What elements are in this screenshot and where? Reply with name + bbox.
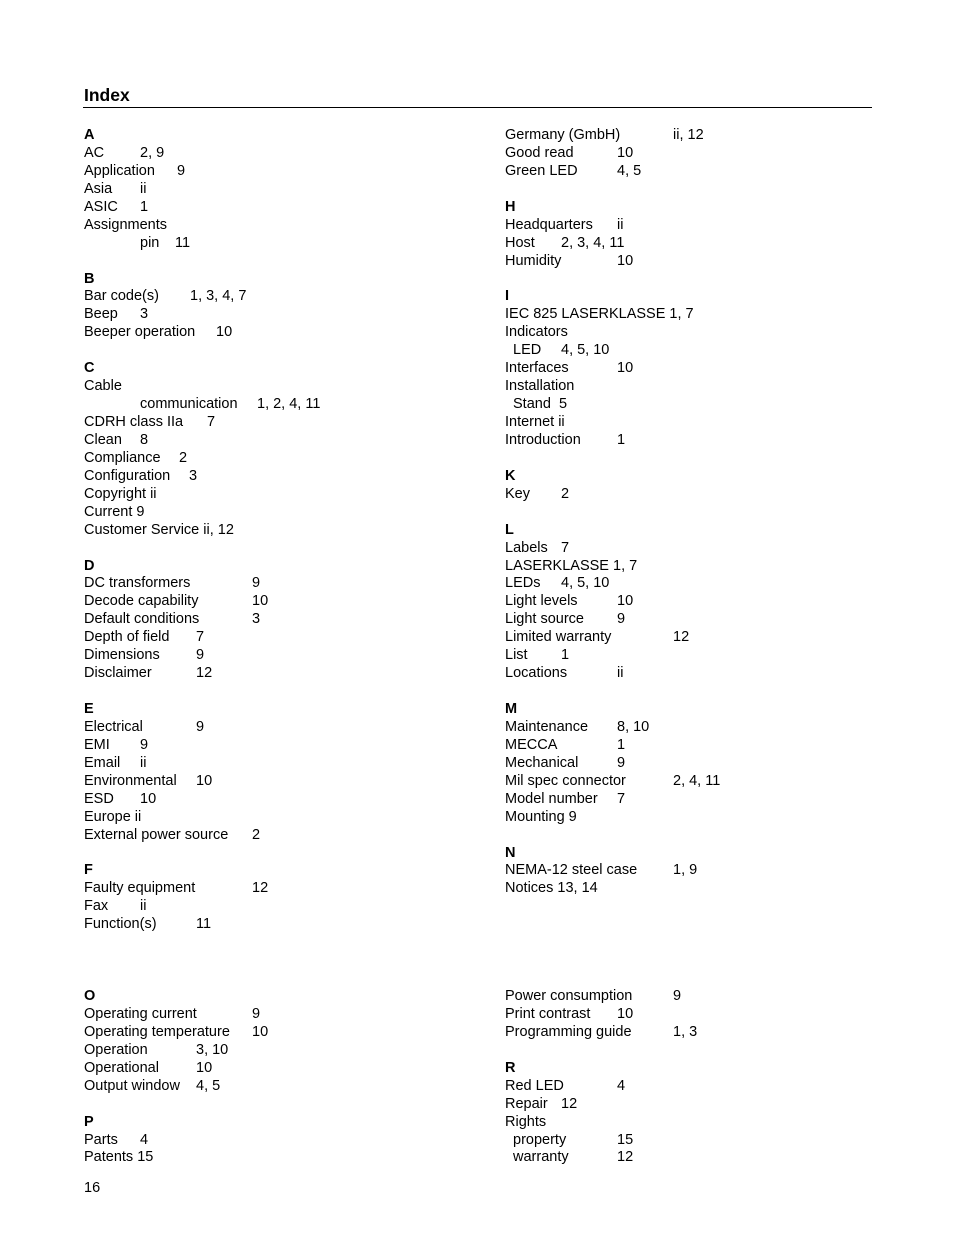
index-term: Rights: [505, 1113, 547, 1130]
index-term: Email: [84, 754, 121, 771]
index-term: Fax: [84, 898, 109, 915]
index-term: Humidity: [505, 252, 562, 269]
index-page-ref: 10: [196, 772, 213, 789]
index-page-ref: 1, 3, 4, 7: [190, 288, 247, 305]
index-page-ref: 3: [189, 467, 198, 484]
index-page-ref: 3, 10: [196, 1041, 229, 1058]
index-term: Headquarters: [505, 216, 593, 233]
index-page-ref: 4, 5: [196, 1077, 221, 1094]
index-page-ref: 1, 9: [673, 862, 698, 879]
index-term: CDRH class IIa: [84, 414, 184, 430]
index-term: Customer Service ii, 12: [84, 521, 234, 538]
index-entry: [84, 199, 504, 217]
index-entry: [505, 593, 925, 611]
index-entry: [505, 988, 925, 1006]
index-term: Patents 15: [84, 1149, 154, 1166]
index-page-ref: 4, 5, 10: [561, 575, 610, 592]
index-letter: C: [84, 360, 95, 377]
index-entry: [84, 1024, 504, 1042]
index-letter-heading: [84, 988, 504, 1006]
index-page-ref: 8, 10: [617, 718, 650, 735]
index-entry: [505, 235, 925, 253]
index-letter: D: [84, 557, 95, 574]
index-entry: [84, 898, 504, 916]
blank-line: [505, 181, 925, 199]
index-term: Mechanical: [505, 754, 579, 771]
index-page-ref: 7: [196, 629, 205, 646]
index-page-ref: 2: [252, 826, 261, 843]
index-term: Function(s): [84, 916, 157, 933]
index-entry: [84, 235, 504, 253]
index-page-ref: 9: [196, 718, 205, 735]
index-page-ref: ii: [617, 216, 624, 233]
index-letter: R: [505, 1059, 516, 1076]
index-letter-heading: [505, 199, 925, 217]
blank-line: [84, 540, 504, 558]
index-letter-heading: [505, 845, 925, 863]
index-page-ref: 10: [140, 790, 157, 807]
index-page-ref: 9: [617, 754, 626, 771]
index-entry: [84, 324, 504, 342]
index-letter-heading: [84, 271, 504, 289]
index-letter: H: [505, 198, 516, 215]
index-term: NEMA-12 steel case: [505, 862, 638, 879]
index-entry: [84, 773, 504, 791]
index-term: Environmental: [84, 772, 177, 789]
index-page-ref: 11: [196, 916, 212, 933]
blank-line: [505, 450, 925, 468]
index-term: Europe ii: [84, 808, 142, 825]
index-page-ref: 10: [617, 593, 634, 610]
index-page-ref: 3: [140, 306, 149, 323]
index-page-ref: 10: [617, 252, 634, 269]
index-letter: P: [84, 1113, 94, 1130]
index-term: Notices 13, 14: [505, 880, 598, 897]
index-term: Output window: [84, 1077, 180, 1094]
index-page-ref: 2, 3, 4, 11: [561, 234, 625, 251]
index-entry: [84, 432, 504, 450]
index-term: Mil spec connector: [505, 772, 626, 789]
index-term: Green LED: [505, 162, 578, 179]
blank-line: [505, 271, 925, 289]
index-entry: [505, 127, 925, 145]
index-entry: [84, 1006, 504, 1024]
index-entry: [505, 306, 925, 324]
index-term: Beeper operation: [84, 324, 196, 341]
index-page-ref: 9: [617, 611, 626, 628]
index-term: warranty: [513, 1149, 569, 1166]
index-letter: B: [84, 270, 95, 287]
index-page-ref: 15: [617, 1131, 634, 1148]
index-term: Parts: [84, 1131, 118, 1148]
index-entry: [84, 880, 504, 898]
index-term: AC: [84, 144, 105, 161]
index-term: Dimensions: [84, 647, 160, 664]
index-letter-heading: [84, 862, 504, 880]
index-term: property: [513, 1131, 567, 1148]
index-page-ref: 10: [196, 1059, 213, 1076]
blank-line: [84, 1096, 504, 1114]
index-term: Good read: [505, 144, 574, 161]
index-letter-heading: [84, 558, 504, 576]
index-entry: [505, 737, 925, 755]
index-entry: [84, 288, 504, 306]
index-page-ref: 9: [196, 647, 205, 664]
index-entry: [84, 575, 504, 593]
index-term: Assignments: [84, 216, 168, 233]
index-entry: [84, 414, 504, 432]
index-letter: E: [84, 701, 94, 717]
index-column-left-top: [84, 127, 504, 934]
index-entry: [505, 719, 925, 737]
index-page-ref: 1, 3: [673, 1023, 698, 1040]
index-term: LEDs: [505, 575, 541, 592]
index-entry: [84, 306, 504, 324]
index-term: Labels: [505, 539, 548, 556]
index-page-ref: 10: [617, 144, 634, 161]
index-entry: [84, 1132, 504, 1150]
index-page-ref: 9: [140, 736, 149, 753]
blank-line: [505, 827, 925, 845]
index-page-ref: 4: [617, 1077, 626, 1094]
blank-line: [505, 1042, 925, 1060]
index-entry: [505, 1096, 925, 1114]
index-term: Internet ii: [505, 414, 565, 430]
index-letter-heading: [84, 360, 504, 378]
index-entry: [84, 647, 504, 665]
index-entry: [505, 1006, 925, 1024]
index-entry: [505, 486, 925, 504]
index-term: LASERKLASSE 1, 7: [505, 557, 638, 574]
index-term: Configuration: [84, 467, 171, 484]
index-term: Locations: [505, 665, 568, 682]
index-entry: [84, 1078, 504, 1096]
index-term: Disclaimer: [84, 665, 152, 682]
index-page-ref: 4: [140, 1131, 149, 1148]
index-letter-heading: [505, 288, 925, 306]
index-term: Cable: [84, 378, 122, 395]
index-term: Light source: [505, 611, 584, 628]
index-page-ref: 1: [617, 431, 626, 448]
index-page-ref: 1, 2, 4, 11: [257, 396, 321, 413]
index-entry: [84, 1060, 504, 1078]
index-page-ref: 10: [617, 1005, 634, 1022]
index-entry: [84, 719, 504, 737]
index-term: ASIC: [84, 198, 118, 215]
index-term: Operation: [84, 1041, 148, 1058]
index-letter: O: [84, 988, 96, 1004]
index-term: Compliance: [84, 449, 161, 466]
index-entry: [84, 145, 504, 163]
index-page-ref: ii: [617, 665, 624, 682]
index-entry: [84, 791, 504, 809]
index-entry: [505, 647, 925, 665]
index-letter: N: [505, 844, 516, 861]
index-page-ref: 1: [140, 198, 149, 215]
index-page-ref: 9: [252, 575, 261, 592]
index-entry: [505, 163, 925, 181]
index-entry: [505, 414, 925, 432]
index-entry: [84, 611, 504, 629]
index-entry: [505, 540, 925, 558]
blank-line: [505, 683, 925, 701]
index-entry: [505, 217, 925, 235]
index-page-ref: 2: [561, 485, 570, 502]
index-term: Current 9: [84, 503, 145, 520]
index-term: Asia: [84, 180, 113, 197]
index-entry: [84, 163, 504, 181]
index-entry: [505, 791, 925, 809]
index-page-ref: 12: [561, 1095, 578, 1112]
index-page-ref: 7: [561, 539, 570, 556]
index-term: Repair: [505, 1095, 548, 1112]
index-page-ref: 10: [216, 324, 233, 341]
index-page-ref: 7: [617, 790, 626, 807]
index-page-ref: 2: [179, 449, 188, 466]
index-letter: F: [84, 862, 93, 879]
index-letter: K: [505, 467, 516, 484]
index-page-ref: 9: [673, 988, 682, 1004]
index-letter-heading: [505, 701, 925, 719]
index-entry: [505, 1078, 925, 1096]
index-entry: [505, 755, 925, 773]
index-page-ref: 3: [252, 611, 261, 628]
index-entry: [84, 1149, 504, 1167]
index-entry: [84, 396, 504, 414]
index-entry: [84, 755, 504, 773]
index-entry: [84, 468, 504, 486]
blank-line: [84, 683, 504, 701]
page-title: Index: [84, 85, 130, 105]
index-column-left-bottom: [84, 988, 504, 1167]
index-entry: [84, 181, 504, 199]
index-term: DC transformers: [84, 575, 191, 592]
index-entry: [84, 593, 504, 611]
index-page-ref: 1: [617, 736, 626, 753]
index-entry: [505, 880, 925, 898]
index-term: pin: [140, 234, 160, 251]
title-rule: [83, 107, 872, 108]
index-term: Maintenance: [505, 718, 589, 735]
index-term: IEC 825 LASERKLASSE 1, 7: [505, 306, 694, 323]
index-page-ref: ii: [140, 898, 147, 915]
index-entry: [505, 360, 925, 378]
index-letter: A: [84, 127, 95, 143]
index-entry: [505, 378, 925, 396]
index-entry: [505, 558, 925, 576]
index-page-ref: 1: [561, 647, 570, 664]
index-term: Bar code(s): [84, 288, 159, 305]
index-entry: [505, 575, 925, 593]
index-term: Default conditions: [84, 611, 200, 628]
index-page-ref: 4, 5, 10: [561, 342, 610, 359]
index-term: Copyright ii: [84, 485, 157, 502]
index-entry: [84, 916, 504, 934]
index-page-ref: 2, 9: [140, 144, 165, 161]
index-term: Germany (GmbH): [505, 127, 621, 143]
index-letter-heading: [505, 1060, 925, 1078]
index-page-ref: 9: [252, 1005, 261, 1022]
index-entry: [505, 324, 925, 342]
index-page-ref: 12: [673, 629, 690, 646]
index-letter: L: [505, 521, 514, 538]
index-entry: [84, 378, 504, 396]
index-entry: [505, 629, 925, 647]
index-entry: [505, 809, 925, 827]
index-term: Electrical: [84, 718, 143, 735]
index-page-ref: 10: [252, 1023, 269, 1040]
index-entry: [505, 862, 925, 880]
index-term: Interfaces: [505, 360, 569, 377]
index-page-ref: 12: [252, 880, 269, 897]
index-term: Programming guide: [505, 1023, 632, 1040]
index-term: Print contrast: [505, 1005, 591, 1022]
index-term: Light levels: [505, 593, 578, 610]
index-entry: [84, 450, 504, 468]
index-term: LED: [513, 342, 542, 359]
index-term: Power consumption: [505, 988, 633, 1004]
index-page-ref: 10: [252, 593, 269, 610]
index-entry: [505, 396, 925, 414]
index-entry: [84, 1042, 504, 1060]
index-entry: [84, 809, 504, 827]
index-term: Installation: [505, 378, 575, 395]
index-term: Indicators: [505, 324, 568, 341]
blank-line: [84, 845, 504, 863]
index-entry: [84, 827, 504, 845]
index-entry: [84, 504, 504, 522]
index-letter-heading: [505, 468, 925, 486]
index-entry: [84, 737, 504, 755]
index-entry: [505, 773, 925, 791]
index-entry: [505, 1024, 925, 1042]
index-page-ref: 12: [196, 665, 213, 682]
index-term: Decode capability: [84, 593, 199, 610]
index-page-ref: ii: [140, 180, 147, 197]
index-term: Operational: [84, 1059, 159, 1076]
index-term: List: [505, 647, 528, 664]
index-page-ref: 12: [617, 1149, 634, 1166]
index-term: Stand 5: [513, 396, 568, 413]
index-letter: M: [505, 701, 518, 717]
index-entry: [505, 432, 925, 450]
index-page-ref: 10: [617, 360, 634, 377]
index-term: External power source: [84, 826, 229, 843]
index-page-ref: 4, 5: [617, 162, 642, 179]
index-term: ESD: [84, 790, 114, 807]
index-term: Beep: [84, 306, 118, 323]
index-page-ref: 2, 4, 11: [673, 772, 721, 789]
index-entry: [505, 665, 925, 683]
index-page-ref: 8: [140, 431, 149, 448]
index-term: Clean: [84, 431, 122, 448]
index-entry: [505, 1132, 925, 1150]
index-letter-heading: [505, 522, 925, 540]
index-entry: [505, 611, 925, 629]
blank-line: [84, 342, 504, 360]
index-term: Faulty equipment: [84, 880, 196, 897]
index-term: Host: [505, 234, 535, 251]
index-term: communication: [140, 396, 238, 413]
index-page-ref: ii, 12: [673, 127, 704, 143]
blank-line: [505, 504, 925, 522]
index-entry: [505, 253, 925, 271]
page-number: 16: [84, 1180, 101, 1196]
index-entry: [84, 629, 504, 647]
index-letter-heading: [84, 701, 504, 719]
index-entry: [84, 522, 504, 540]
index-entry: [505, 145, 925, 163]
index-entry: [505, 1149, 925, 1167]
index-term: EMI: [84, 736, 110, 753]
index-entry: [84, 486, 504, 504]
index-column-right-bottom: [505, 988, 925, 1167]
index-term: Depth of field: [84, 629, 170, 646]
index-term: Operating temperature: [84, 1023, 230, 1040]
index-page-ref: 11: [175, 234, 191, 251]
index-term: Introduction: [505, 431, 581, 448]
index-term: Red LED: [505, 1077, 564, 1094]
index-page-ref: ii: [140, 754, 147, 771]
index-term: Limited warranty: [505, 629, 612, 646]
index-term: MECCA: [505, 736, 558, 753]
index-column-right-top: [505, 127, 925, 898]
index-letter-heading: [84, 1114, 504, 1132]
index-entry: [505, 342, 925, 360]
index-term: Mounting 9: [505, 808, 577, 825]
index-entry: [505, 1114, 925, 1132]
blank-line: [84, 253, 504, 271]
index-letter: I: [505, 288, 510, 305]
index-term: Application: [84, 162, 155, 179]
index-page-ref: 9: [177, 162, 186, 179]
index-term: Key: [505, 485, 530, 502]
index-term: Operating current: [84, 1005, 197, 1022]
index-entry: [84, 217, 504, 235]
index-term: Model number: [505, 790, 598, 807]
index-entry: [84, 665, 504, 683]
index-letter-heading: [84, 127, 504, 145]
index-page-ref: 7: [207, 414, 216, 430]
